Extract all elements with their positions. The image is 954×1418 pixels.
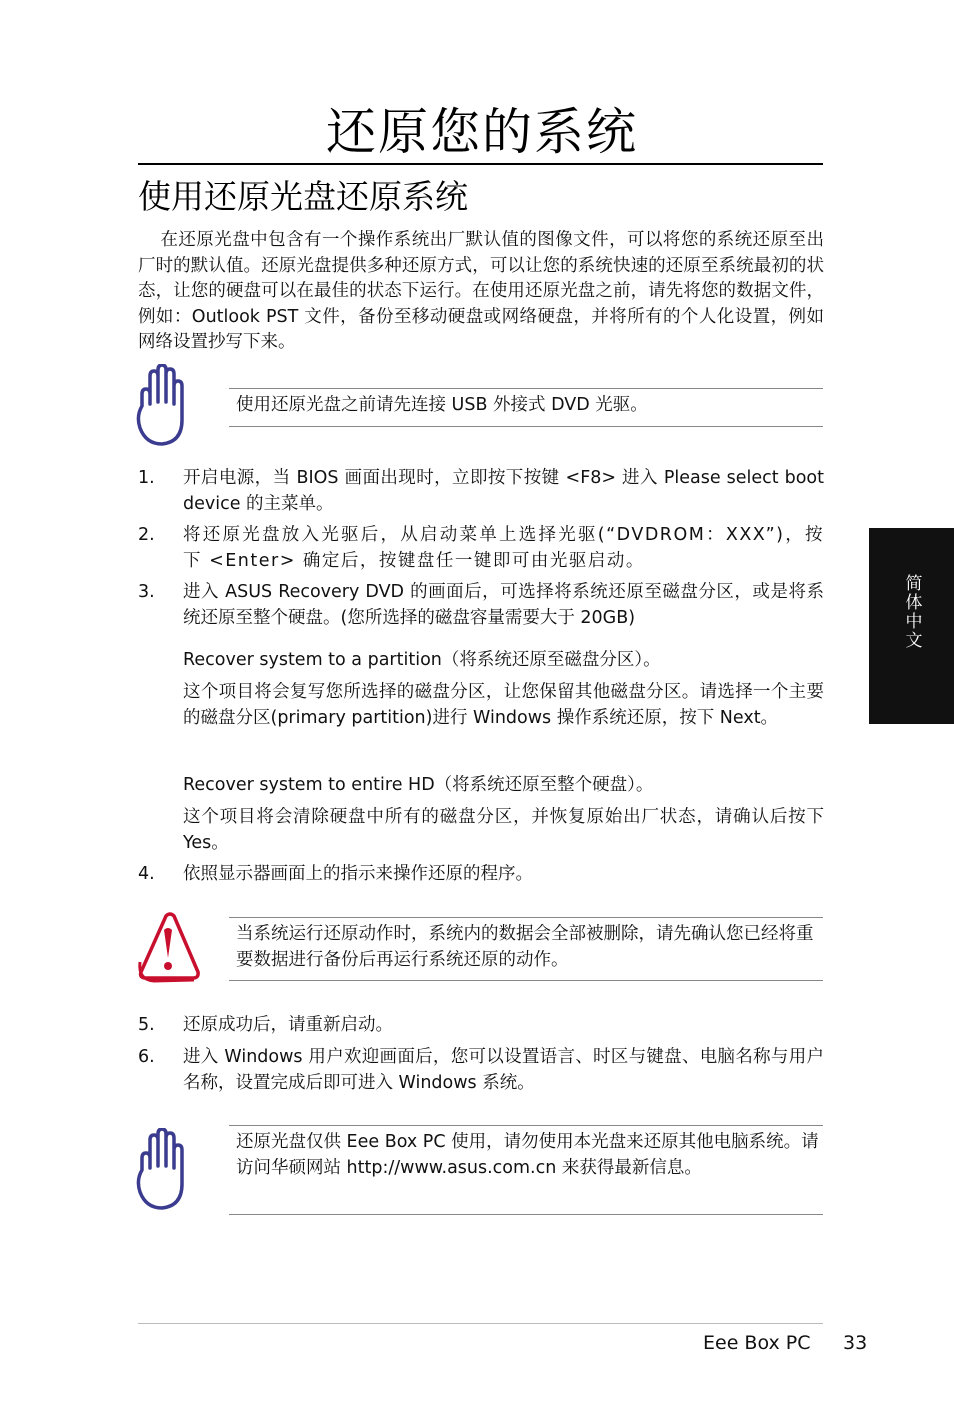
step-text: 进入 ASUS Recovery DVD 的画面后，可选择将系统还原至磁盘分区，或是将系统还原至整个硬盘。(您所选择的磁盘容量需要大于 20GB) [183, 582, 824, 628]
option-b-title: Recover system to entire HD（将系统还原至整个硬盘）。 [183, 775, 654, 795]
hand-icon [132, 364, 194, 448]
language-tab-label: 简体中文 [901, 574, 922, 650]
step-text: 依照显示器画面上的指示来操作还原的程序。 [183, 864, 533, 884]
step-number: 6. [138, 1047, 155, 1067]
note-box [229, 388, 823, 427]
step-number: 4. [138, 864, 155, 884]
note-text: 使用还原光盘之前请先连接 USB 外接式 DVD 光驱。 [236, 395, 648, 415]
option-a-title: Recover system to a partition（将系统还原至磁盘分区）。 [183, 650, 661, 670]
footer-rule [138, 1323, 823, 1324]
step-number: 3. [138, 582, 155, 602]
step-text: 进入 Windows 用户欢迎画面后，您可以设置语言、时区与键盘、电脑名称与用户名称，设置完成后即可进入 Windows 系统。 [183, 1047, 824, 1093]
hand-icon [132, 1128, 194, 1212]
warning-text: 当系统运行还原动作时，系统内的数据会全部被删除，请先确认您已经将重要数据进行备份后再运行系统还原的动作。 [236, 924, 814, 970]
title-rule [138, 163, 823, 165]
note-text: 还原光盘仅供 Eee Box PC 使用，请勿使用本光盘来还原其他电脑系统。请访问华硕网站 http://www.asus.com.cn 来获得最新信息。 [236, 1132, 819, 1178]
step-number: 2. [138, 525, 155, 545]
footer-product-name: Eee Box PC [703, 1332, 811, 1354]
warning-triangle-icon [136, 912, 200, 984]
note-box [229, 1125, 823, 1215]
page-title: 还原您的系统 [326, 103, 638, 161]
step-number: 5. [138, 1015, 155, 1035]
warning-box [229, 917, 823, 981]
step-text: 还原成功后，请重新启动。 [183, 1015, 393, 1035]
option-b-description: 这个项目将会清除硬盘中所有的磁盘分区，并恢复原始出厂状态，请确认后按下 Yes。 [183, 807, 824, 853]
option-a-description: 这个项目将会复写您所选择的磁盘分区，让您保留其他磁盘分区。请选择一个主要的磁盘分区(primary partition)进行 Windows 操作系统还原，按下 Next。 [183, 682, 824, 728]
step-text: 开启电源，当 BIOS 画面出现时，立即按下按键 <F8> 进入 Please select boot device 的主菜单。 [183, 468, 824, 514]
section-heading: 使用还原光盘还原系统 [138, 177, 468, 216]
step-text: 将还原光盘放入光驱后，从启动菜单上选择光驱(“DVDROM：XXX”)，按下 <Enter> 确定后，按键盘任一键即可由光驱启动。 [183, 525, 824, 571]
step-number: 1. [138, 468, 155, 488]
language-tab [869, 528, 954, 724]
page-number: 33 [843, 1332, 868, 1354]
intro-paragraph [138, 228, 824, 356]
intro-text: 在还原光盘中包含有一个操作系统出厂默认值的图像文件，可以将您的系统还原至出厂时的默认值。还原光盘提供多种还原方式，可以让您的系统快速的还原至系统最初的状态，让您的硬盘可以在最佳的状态下运行。在使用还原光盘之前，请先将您的数据文件，例如：Outlook PST 文件，备份至移动硬盘或网络硬盘，并将所有的个人化设置，例如网络设置抄写下来。 [138, 230, 824, 353]
